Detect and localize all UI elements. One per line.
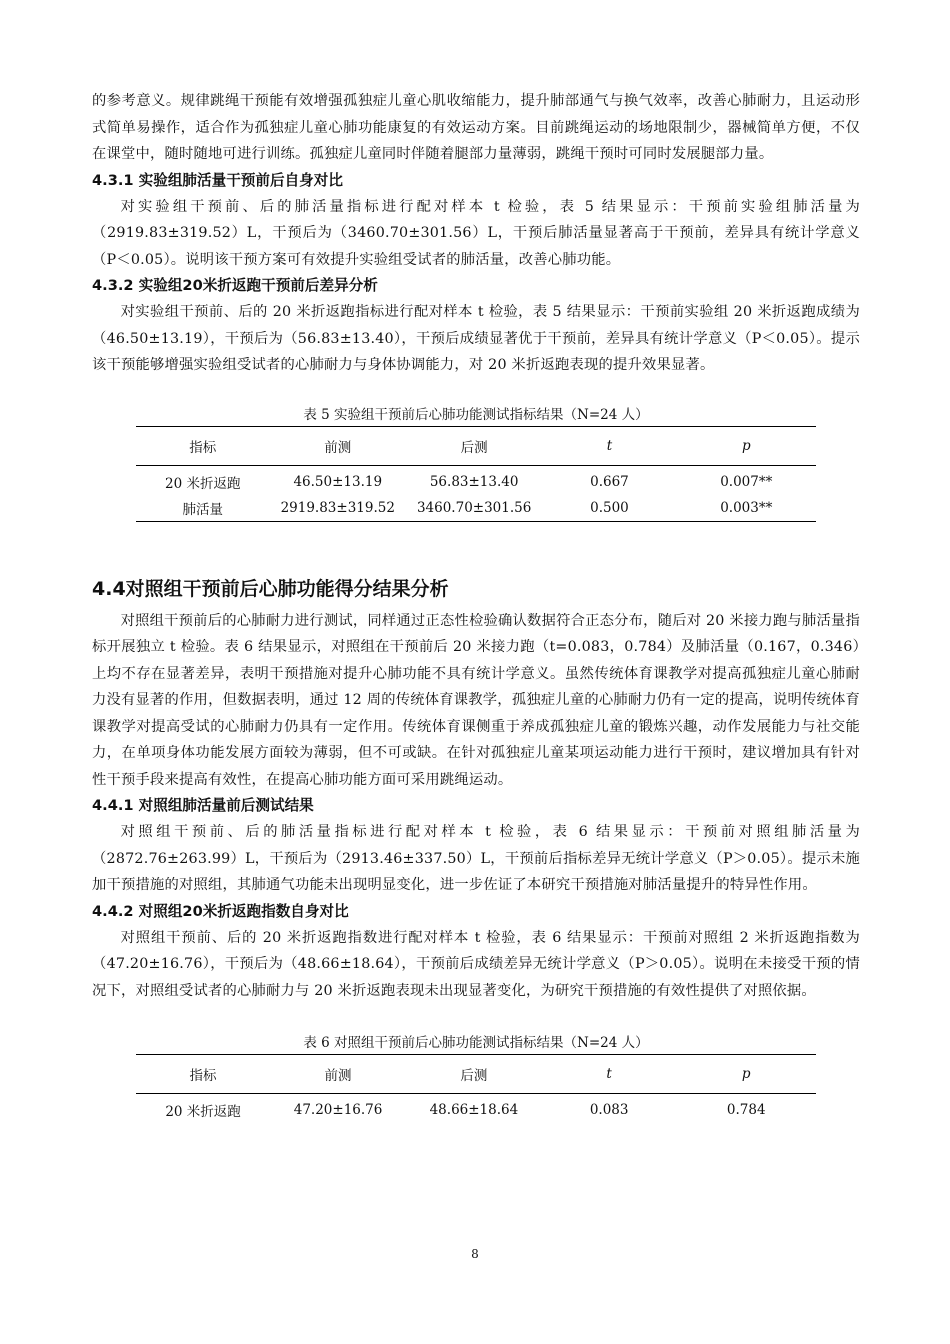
heading-4-3-1: 4.3.1 实验组肺活量干预前后自身对比 [92, 171, 343, 189]
table5 [136, 426, 816, 522]
table-row [136, 495, 816, 522]
table-cell: 56.83±13.40 [429, 473, 519, 490]
table-cell: 0.784 [726, 1102, 766, 1118]
table5-header: p [677, 426, 816, 465]
paragraph-4-3-2: 对实验组干预前、后的 20 米折返跑指标进行配对样本 t 检验，表 5 结果显示：干预前实验组 20 米折返跑成绩为（46.50±13.19），干预后为（56.83±13.40），干预后成绩显著优于干预前，差异具有统计学意义（P＜0.05）。提示该干预能够增强实验组受试者的心肺耐力与身体协调能力，对 20 米折返跑表现的提升效果显著。 [92, 304, 860, 373]
table5-header: t [542, 426, 676, 465]
table-cell: 20 米折返跑 [165, 1104, 241, 1120]
table-cell: 2919.83±319.52 [270, 495, 406, 522]
paragraph-4-4-2: 对照组干预前、后的 20 米折返跑指数进行配对样本 t 检验，表 6 结果显示：干预前对照组 2 米折返跑指数为（47.20±16.76），干预后为（48.66±18.64），干预前后成绩差异无统计学意义（P＞0.05）。说明在未接受干预的情况下，对照组受试者的心肺耐力与 20 米折返跑表现未出现显著变化，为研究干预措施的有效性提供了对照依据。 [92, 929, 860, 999]
table5-caption: 表 5 实验组干预前后心肺功能测试指标结果（N=24 人） [303, 406, 649, 423]
table-cell: 20 米折返跑 [165, 475, 241, 492]
table-cell: 0.667 [590, 473, 629, 490]
table6-header: 指标 [136, 1055, 270, 1094]
table5-header: 指标 [136, 426, 270, 465]
table6-header: 前测 [270, 1055, 406, 1094]
table5-header: 前测 [270, 426, 406, 465]
paragraph-4-4: 对照组干预前后的心肺耐力进行测试，同样通过正态性检验确认数据符合正态分布，随后对 20 米接力跑与肺活量指标开展独立 t 检验。表 6 结果显示，对照组在干预前后 20 米接力跑（t=0.083，0.784）及肺活量（0.167，0.346）上均不存在显著差异，表明干预措施对提升心肺功能不具有统计学意义。虽然传统体育课教学对提高孤独症儿童心肺耐力没有显著的作用，但数据表明，通过 12 周的传统体育课教学，孤独症儿童的心肺耐力仍有一定的提高，说明传统体育课教学对提高受试的心肺耐力仍具有一定作用。传统体育课侧重于养成孤独症儿童的锻炼兴趣，动作发展能力与社交能力，在单项身体功能发展方面较为薄弱，但不可或缺。在针对孤独症儿童某项运动能力进行干预时，建议增加具有针对性干预手段来提高有效性，在提高心肺功能方面可采用跳绳运动。 [92, 612, 860, 788]
table-cell: 0.003** [677, 495, 816, 522]
table-row [136, 465, 816, 495]
table-cell: 47.20±16.76 [293, 1102, 383, 1118]
table-cell: 46.50±13.19 [293, 473, 383, 490]
page-content [92, 88, 860, 1123]
table6 [136, 1054, 816, 1123]
table6-caption: 表 6 对照组干预前后心肺功能测试指标结果（N=24 人） [303, 1035, 649, 1051]
table5-header: 后测 [406, 426, 542, 465]
table-cell: 48.66±18.64 [429, 1102, 519, 1118]
table-cell: 0.083 [589, 1102, 629, 1118]
table6-header: t [542, 1055, 677, 1094]
table-cell: 肺活量 [136, 495, 270, 522]
heading-4-4-1: 4.4.1 对照组肺活量前后测试结果 [92, 797, 314, 814]
page-number: 8 [471, 1247, 479, 1261]
heading-4-4-2: 4.4.2 对照组20米折返跑指数自身对比 [92, 902, 349, 920]
table-cell: 0.007** [720, 473, 773, 490]
heading-4-4: 4.4对照组干预前后心肺功能得分结果分析 [92, 577, 449, 600]
paragraph-4-3-1: 对实验组干预前、后的肺活量指标进行配对样本 t 检验，表 5 结果显示：干预前实验组肺活量为（2919.83±319.52）L，干预后为（3460.70±301.56）L，干预后肺活量显著高于干预前，差异具有统计学意义（P＜0.05）。说明该干预方案可有效提升实验组受试者的肺活量，改善心肺功能。 [92, 198, 860, 268]
table6-header: 后测 [406, 1055, 542, 1094]
table-cell: 3460.70±301.56 [406, 495, 542, 522]
heading-4-3-2: 4.3.2 实验组20米折返跑干预前后差异分析 [92, 277, 378, 294]
paragraph-4-4-1: 对照组干预前、后的肺活量指标进行配对样本 t 检验，表 6 结果显示：干预前对照组肺活量为（2872.76±263.99）L，干预后为（2913.46±337.50）L，干预前后指标差异无统计学意义（P＞0.05）。提示未施加干预措施的对照组，其肺通气功能未出现明显变化，进一步佐证了本研究干预措施对肺活量提升的特异性作用。 [92, 824, 860, 893]
table-cell: 0.500 [542, 495, 676, 522]
table-row [136, 1094, 816, 1124]
table6-header: p [676, 1055, 816, 1094]
table6-header-row [136, 1055, 816, 1094]
paragraph-intro: 的参考意义。规律跳绳干预能有效增强孤独症儿童心肌收缩能力，提升肺部通气与换气效率，改善心肺耐力，且运动形式简单易操作，适合作为孤独症儿童心肺功能康复的有效运动方案。目前跳绳运动的场地限制少，器械简单方便，不仅在课堂中，随时随地可进行训练。孤独症儿童同时伴随着腿部力量薄弱，跳绳干预时可同时发展腿部力量。 [92, 93, 860, 162]
table5-header-row [136, 426, 816, 465]
